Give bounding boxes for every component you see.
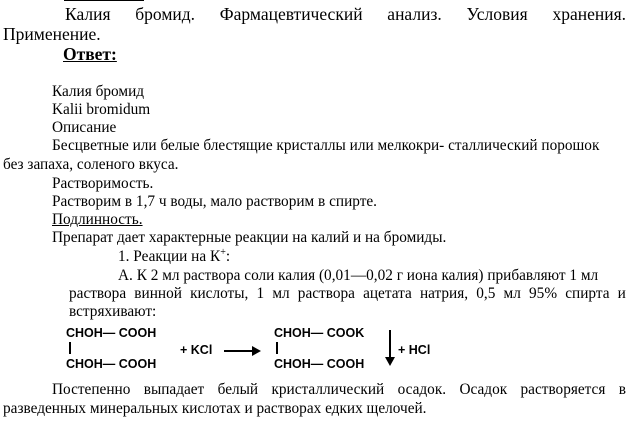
equation-left-bond <box>69 342 71 354</box>
identity-text: Препарат дает характерные реакции на калий и на бромиды. <box>52 229 447 246</box>
drug-name-ru: Калия бромид <box>52 83 145 100</box>
procedure-line2-word: кислоты, <box>190 285 249 302</box>
heading-line1-word: Фармацевтический <box>219 4 363 24</box>
procedure-line2-word: мл <box>503 285 521 302</box>
reactions-item-sup: + <box>220 247 226 258</box>
procedure-line2-word: ацетата <box>363 285 412 302</box>
heading-line1-word: анализ. <box>387 4 442 24</box>
procedure-line1: А. К 2 мл раствора соли калия (0,01—0,02 г иона калия) прибавляют 1 мл <box>118 267 599 284</box>
heading-line2: Применение. <box>3 24 101 44</box>
procedure-line2-word: и <box>617 285 626 302</box>
result-line1-word: осадок. <box>397 381 447 398</box>
heading-line1-word: хранения. <box>552 4 626 24</box>
description-line2: без запаха, соленого вкуса. <box>3 156 179 173</box>
procedure-line2 <box>69 286 626 301</box>
procedure-line2-word: 0,5 <box>476 285 496 302</box>
result-line1-word: кристаллический <box>271 381 385 398</box>
procedure-line2-word: 95% <box>529 285 558 302</box>
procedure-line3: встряхивают: <box>69 303 157 320</box>
procedure-line2-word: раствора <box>297 285 355 302</box>
equation-right-bond <box>276 342 278 354</box>
result-line1-word: Постепенно <box>52 381 131 398</box>
description-title: Описание <box>52 119 117 136</box>
result-line1-word: Осадок <box>459 381 508 398</box>
identity-title: Подлинность. <box>52 211 143 228</box>
procedure-line2-word: винной <box>134 285 182 302</box>
reactions-item-colon: : <box>225 248 231 266</box>
description-line1: Бесцветные или белые блестящие кристаллы или мелкокри- сталлический порошок <box>52 137 600 154</box>
procedure-line2-word: натрия, <box>419 285 469 302</box>
result-line2: разведенных минеральных кислотах и растворах едких щелочей. <box>3 400 427 417</box>
equation-right-bottom: CHOH— COOH <box>274 357 365 371</box>
precipitate-arrow-head-icon <box>385 357 395 366</box>
top-rule <box>64 0 144 1</box>
result-line1 <box>52 382 626 397</box>
heading-line1-word: Калия <box>65 4 111 24</box>
solubility-title: Растворимость. <box>52 175 154 192</box>
drug-name-lat: Kalii bromidum <box>52 101 151 118</box>
equation-plus-hcl: + HCl <box>398 343 431 357</box>
result-line1-word: белый <box>217 381 259 398</box>
equation-left-bottom: CHOH— COOH <box>66 357 157 371</box>
equation-plus-kcl: + KCl <box>180 343 213 357</box>
heading-line1-word: Условия <box>466 4 528 24</box>
equation-right-top: CHOH— COOK <box>274 326 365 340</box>
reactions-item <box>118 248 230 264</box>
equation-arrow-head-icon <box>252 346 261 356</box>
procedure-line2-word: мл <box>272 285 290 302</box>
precipitate-arrow-shaft <box>389 330 391 358</box>
result-line1-word: выпадает <box>143 381 205 398</box>
procedure-line2-word: раствора <box>69 285 127 302</box>
equation-arrow-shaft <box>224 350 254 352</box>
equation-left-top: CHOH— COOH <box>66 326 157 340</box>
solubility-text: Растворим в 1,7 ч воды, мало растворим в спирте. <box>52 193 377 210</box>
procedure-line2-word: спирта <box>565 285 610 302</box>
reactions-item-text: 1. Реакции на К <box>118 248 221 266</box>
answer-label: Ответ: <box>63 44 117 64</box>
heading-line1 <box>65 6 626 24</box>
procedure-line2-word: 1 <box>256 285 265 302</box>
result-line1-word: в <box>618 381 626 398</box>
result-line1-word: растворяется <box>520 381 606 398</box>
heading-line1-word: бромид. <box>135 4 196 24</box>
